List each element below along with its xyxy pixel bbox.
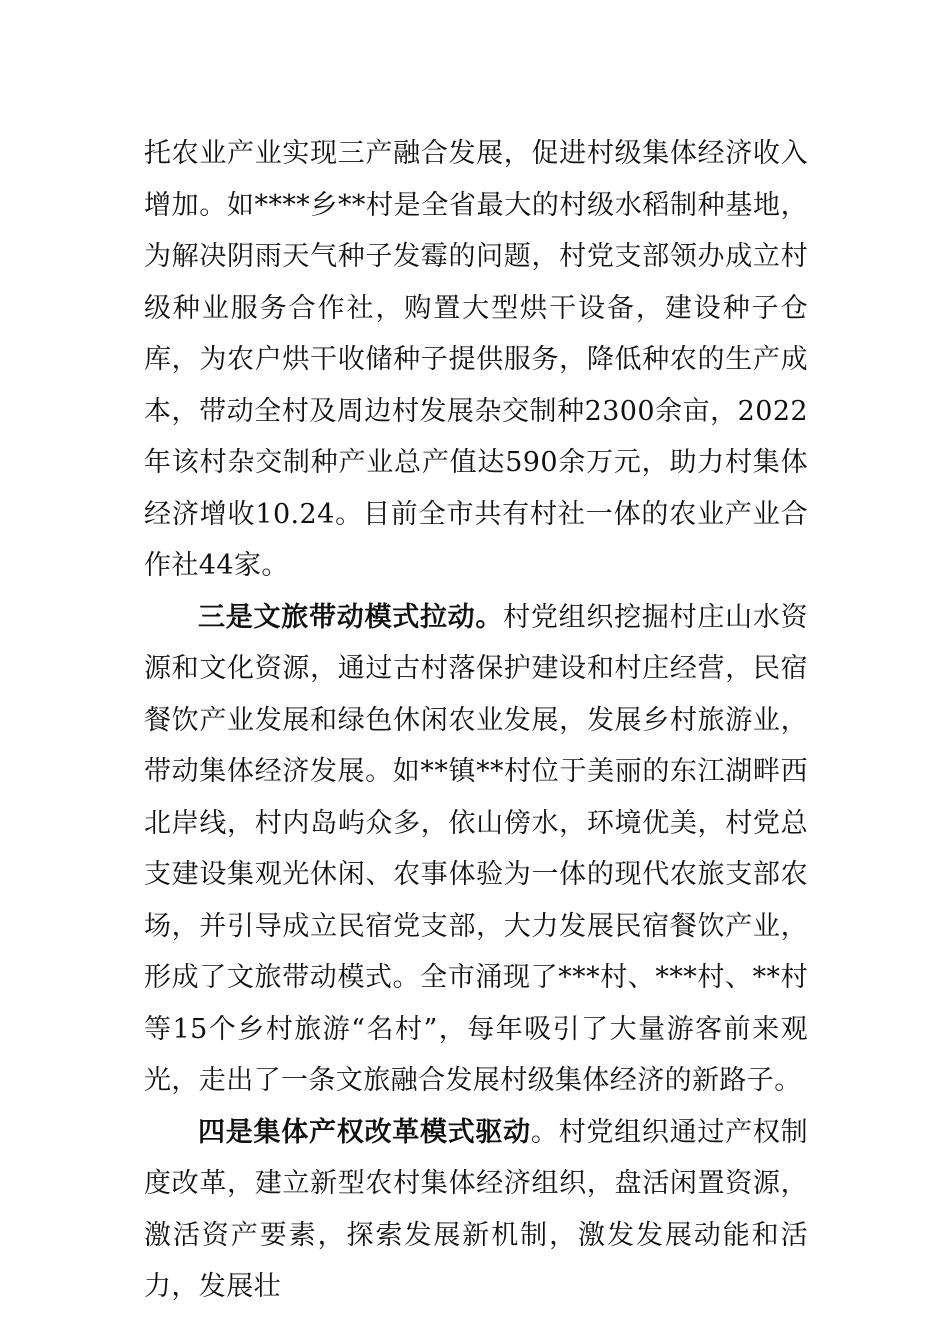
paragraph-2-text: 村党组织挖掘村庄山水资源和文化资源，通过古村落保护建设和村庄经营，民宿餐饮产业发展和绿色休闲农业发展，发展乡村旅游业，带动集体经济发展。如**镇**村位于美丽的东江湖畔西北岸线，村内岛屿众多，依山傍水，环境优美，村党总支建设集观光休闲、农事体验为一体的现代农旅支部农场，并引导成立民宿党支部，大力发展民宿餐饮产业，形成了文旅带动模式。全市涌现了***村、***村、**村等15个乡村旅游“名村”，每年吸引了大量游客前来观光，走出了一条文旅融合发展村级集体经济的新路子。 xyxy=(144,601,808,1096)
paragraph-2 xyxy=(144,592,808,1107)
paragraph-2-heading: 三是文旅带动模式拉动。 xyxy=(198,601,504,633)
document-page xyxy=(144,128,808,1313)
paragraph-3-text: 。村党组织通过产权制度改革，建立新型农村集体经济组织，盘活闲置资源，激活资产要素，探索发展新机制，激发发展动能和活力，发展壮 xyxy=(144,1116,809,1302)
paragraph-3-heading: 四是集体产权改革模式驱动 xyxy=(198,1116,531,1148)
paragraph-3 xyxy=(144,1107,808,1313)
paragraph-1-text: 托农业产业实现三产融合发展，促进村级集体经济收入增加。如****乡**村是全省最大的村级水稻制种基地，为解决阴雨天气种子发霉的问题，村党支部领办成立村级种业服务合作社，购置大型烘干设备，建设种子仓库，为农户烘干收储种子提供服务，降低种农的生产成本，带动全村及周边村发展杂交制种2300余亩，2022年该村杂交制种产业总产值达590余万元，助力村集体经济增收10.24。目前全市共有村社一体的农业产业合作社44家。 xyxy=(144,138,808,581)
paragraph-1 xyxy=(144,128,808,592)
